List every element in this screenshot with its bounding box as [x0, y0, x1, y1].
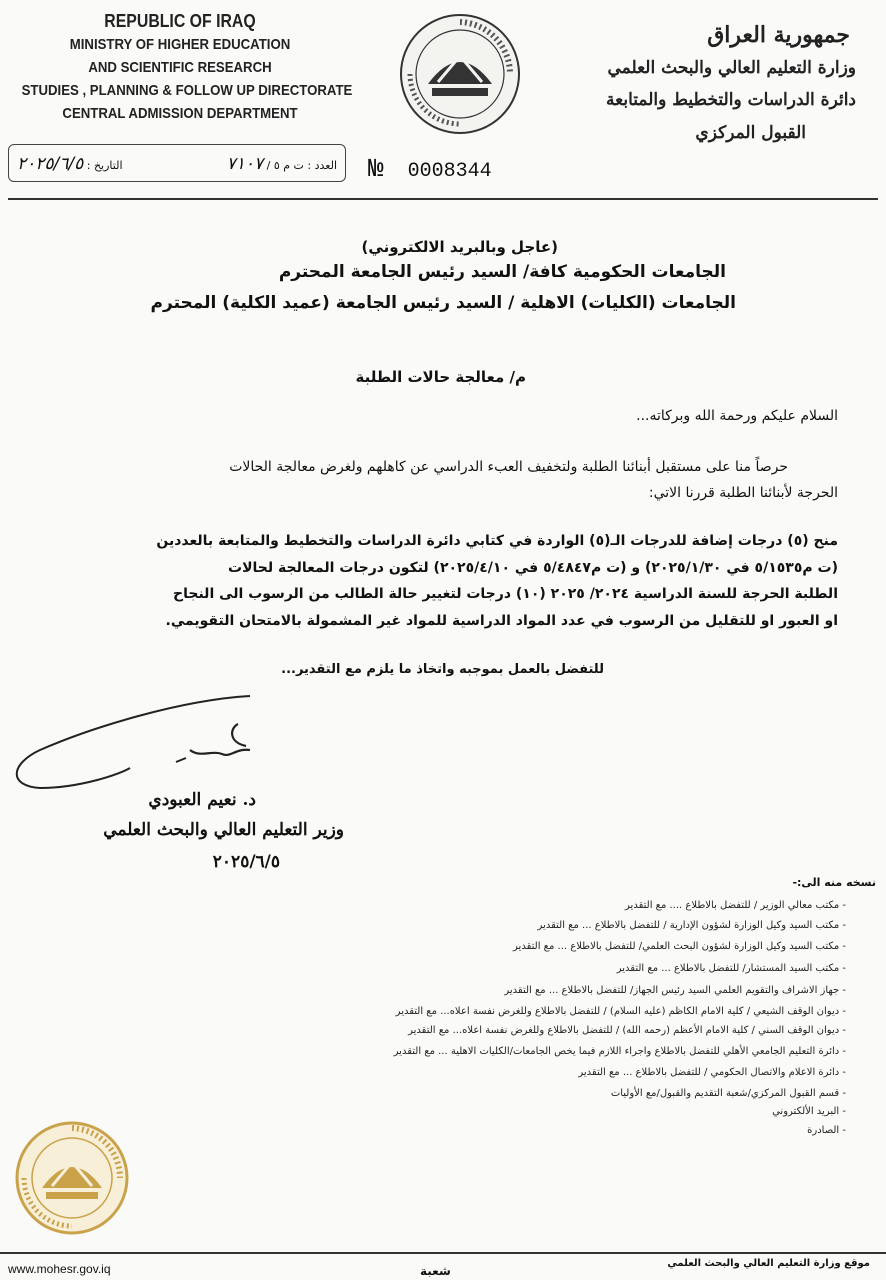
signatory-date: ٢٠٢٥/٦/٥: [212, 852, 280, 872]
ref-number-value: ٧١٠٧: [226, 154, 264, 174]
cc-item: - دائرة التعليم الجامعي الأهلي للتفضل بالاطلاع واجراء اللازم فيما يخص الجامعات/الكليات الاهلية ... مع التقدير: [393, 1046, 846, 1057]
footer-divider: [0, 1252, 886, 1254]
footer-site-label: موقع وزارة التعليم العالي والبحث العلمي: [667, 1258, 870, 1269]
header-divider: [8, 198, 878, 200]
header-ar-line: القبول المركزي: [695, 123, 806, 143]
serial-number: [368, 154, 492, 184]
decision-line: او العبور او للتقليل من الرسوب في عدد المواد الدراسية للمواد غير المشمولة بالامتحان التقويمي.: [165, 612, 838, 629]
greeting: السلام عليكم ورحمة الله وبركاته...: [636, 408, 838, 424]
intro-line: الحرجة لأبنائنا الطلبة قررنا الاتي:: [648, 485, 838, 501]
cc-item: - ديوان الوقف السني / كلية الامام الأعظم (رحمه الله) / للتفضل بالاطلاع وللغرض نفسة اعلاه... مع التقدير: [408, 1025, 846, 1036]
cc-item: - دائرة الاعلام والاتصال الحكومي / للتفضل بالاطلاع ... مع التقدير: [578, 1067, 846, 1078]
ministry-stamp: [14, 1120, 130, 1236]
serial-value: 0008344: [407, 160, 492, 183]
ref-date-label: التاريخ :: [86, 159, 123, 172]
cc-item: - مكتب معالي الوزير / للتفضل بالاطلاع .... مع التقدير: [625, 900, 846, 911]
serial-symbol: №: [368, 154, 384, 184]
decision-line: منح (٥) درجات إضافة للدرجات الـ(٥) الواردة في كتابي دائرة الدراسات والتخطيط والمتابعة بالعددين: [156, 533, 838, 549]
cc-heading: نسخه منه الى:-: [792, 876, 876, 889]
intro-line: حرصاً منا على مستقبل أبنائنا الطلبة ولتخفيف العبء الدراسي عن كاهلهم ولغرض معالجة الحالات: [229, 459, 788, 475]
reference-box: [8, 144, 346, 182]
decision-line: (ت م٥/١٥٣٥ في ٢٠٢٥/١/٣٠) و (ت م٥/٤٨٤٧ في ٢٠٢٥/٤/١٠) لتكون درجات المعالجة لحالات: [228, 559, 838, 576]
website-link[interactable]: www.mohesr.gov.iq: [8, 1262, 111, 1276]
handwritten-signature: [0, 688, 280, 798]
cc-item: - مكتب السيد وكيل الوزارة لشؤون الإدارية / للتفضل بالاطلاع ... مع التقدير: [537, 920, 846, 931]
footer-section-label: شعبة: [420, 1264, 451, 1278]
ref-number-label: العدد : ت م ٥ /: [266, 159, 337, 172]
header-en-line: STUDIES , PLANNING & FOLLOW UP DIRECTORATE: [21, 82, 353, 99]
header-ar-line: جمهورية العراق: [707, 22, 850, 48]
ref-date: [17, 154, 123, 174]
cc-item: - قسم القبول المركزي/شعبة التقديم والقبول/مع الأوليات: [610, 1088, 846, 1099]
decision-paragraph: [8, 528, 838, 634]
cc-item: - مكتب السيد وكيل الوزارة لشؤون البحث العلمي/ للتفضل بالاطلاع ... مع التقدير: [513, 941, 846, 952]
subject-line: م/ معالجة حالات الطلبة: [355, 368, 526, 386]
intro-paragraph: [18, 454, 838, 506]
decision-line: الطلبة الحرجة للسنة الدراسية ٢٠٢٤/ ٢٠٢٥ (١٠) درجات لتغيير حالة الطالب من الرسوب الى النجاح: [173, 586, 838, 602]
header-en-line: REPUBLIC OF IRAQ: [104, 11, 256, 31]
english-header: [0, 10, 360, 125]
recipient-line: الجامعات الحكومية كافة/ السيد رئيس الجامعة المحترم: [278, 262, 726, 282]
cc-item: - جهاز الاشراف والتقويم العلمي السيد رئيس الجهاز/ للتفضل بالاطلاع ... مع التقدير: [504, 985, 846, 996]
ref-date-value: ٢٠٢٥/٦/٥: [17, 154, 84, 174]
closing-line: للتفضل بالعمل بموجبه واتخاذ ما يلزم مع التقدير...: [281, 662, 604, 677]
signatory-title: وزير التعليم العالي والبحث العلمي: [103, 820, 344, 840]
cc-item: - الصادرة: [807, 1125, 846, 1136]
header-ar-line: وزارة التعليم العالي والبحث العلمي: [607, 58, 856, 78]
signatory-name: د. نعيم العبودي: [148, 790, 256, 810]
recipient-line: الجامعات (الكليات) الاهلية / السيد رئيس الجامعة (عميد الكلية) المحترم: [150, 293, 736, 313]
header-en-line: CENTRAL ADMISSION DEPARTMENT: [62, 105, 298, 122]
cc-item: - ديوان الوقف الشيعي / كلية الامام الكاظم (عليه السلام) / للتفضل بالاطلاع وللغرض نفسة اعلاه... مع التقدير: [395, 1006, 846, 1017]
header-en-line: MINISTRY OF HIGHER EDUCATION: [69, 36, 291, 53]
header-ar-line: دائرة الدراسات والتخطيط والمتابعة: [606, 90, 856, 110]
header-en-line: AND SCIENTIFIC RESEARCH: [88, 59, 272, 76]
urgency-label: (عاجل وبالبريد الالكتروني): [361, 238, 558, 256]
cc-item: - البريد الألكتروني: [772, 1106, 846, 1117]
ref-number: [227, 154, 337, 174]
cc-item: - مكتب السيد المستشار/ للتفضل بالاطلاع ... مع التقدير: [616, 963, 846, 974]
ministry-logo: [398, 12, 522, 136]
arabic-header: [556, 18, 856, 150]
